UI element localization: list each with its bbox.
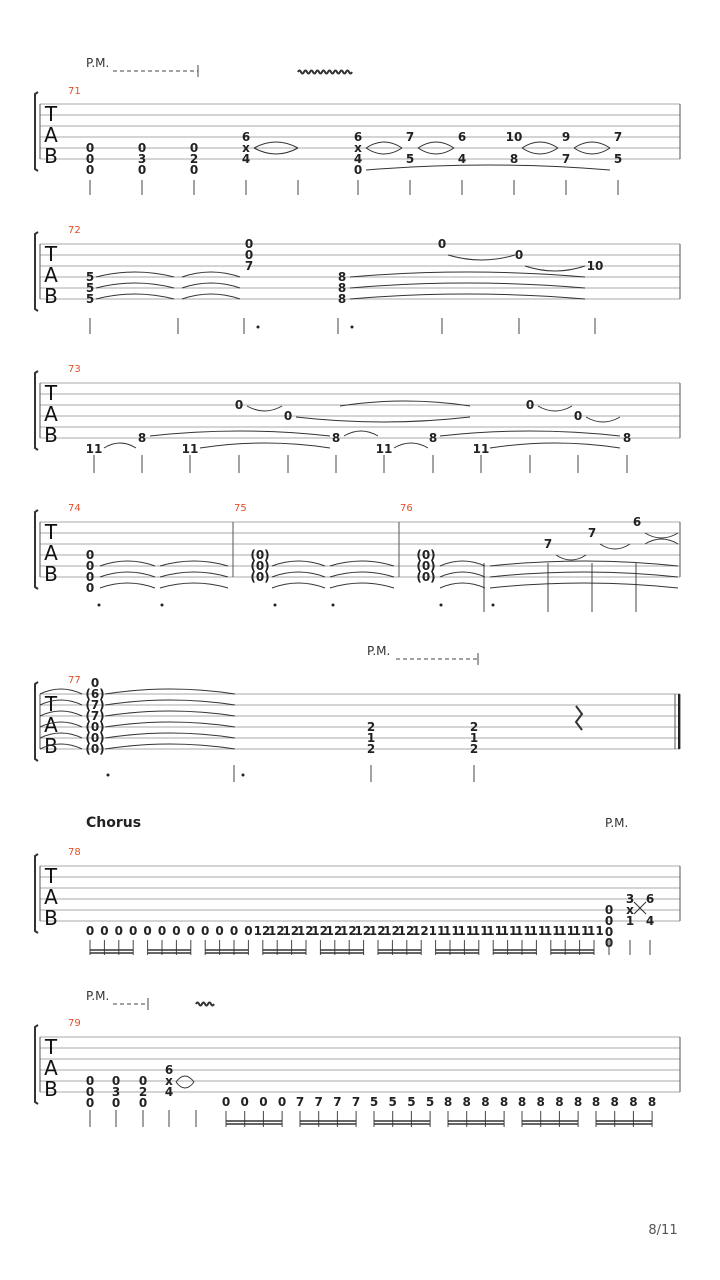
fret-number: 0 xyxy=(604,903,614,917)
fret-number: 11 xyxy=(558,924,575,938)
tab-clef-a: A xyxy=(44,713,58,737)
tie-arc xyxy=(330,583,394,588)
fret-number: 12 xyxy=(253,924,271,938)
fret-number: 8 xyxy=(428,431,438,445)
fret-number: 11 xyxy=(181,442,199,456)
fret-number: 12 xyxy=(354,924,372,938)
tie-arc xyxy=(182,272,240,277)
system-bracket xyxy=(35,510,38,589)
fret-number: 0 xyxy=(283,409,293,423)
tie-arc xyxy=(440,583,485,588)
fret-number: 0 xyxy=(85,163,95,177)
fret-number: 5 xyxy=(369,1095,379,1109)
measure-number: 77 xyxy=(68,675,81,686)
fret-number: 0 xyxy=(100,924,109,938)
fret-number: 4 xyxy=(241,152,251,166)
fret-number: 3 xyxy=(111,1085,121,1099)
fret-number: 10 xyxy=(586,259,604,273)
palm-mute-label: P.M. xyxy=(367,644,391,658)
tie-arc xyxy=(105,711,235,716)
fret-number: 8 xyxy=(462,1095,471,1109)
fret-number: 0 xyxy=(186,924,195,938)
tie-arc xyxy=(160,572,228,577)
fret-number: (7) xyxy=(85,709,105,723)
tie-arc xyxy=(350,294,585,299)
tie-arc xyxy=(490,443,620,448)
fret-number: 8 xyxy=(331,431,341,445)
tie-arc xyxy=(105,700,235,705)
fret-number: 6 xyxy=(645,892,655,906)
tie-arc xyxy=(490,572,678,577)
tab-clef-a: A xyxy=(44,541,58,565)
fret-number: 7 xyxy=(405,130,415,144)
fret-number: 11 xyxy=(486,924,503,938)
fret-number: 0 xyxy=(221,1095,231,1109)
fret-number: 11 xyxy=(500,924,518,938)
tab-clef-a: A xyxy=(44,263,58,287)
measure-number: 74 xyxy=(68,503,81,514)
fret-number: 8 xyxy=(555,1095,564,1109)
fret-number: 2 xyxy=(138,1085,148,1099)
fret-number: 8 xyxy=(337,281,347,295)
tab-clef-b: B xyxy=(44,144,58,168)
fret-number: 7 xyxy=(561,152,571,166)
fret-number: 0 xyxy=(525,398,535,412)
tab-clef-a: A xyxy=(44,1056,58,1080)
tie-arc xyxy=(105,733,235,738)
fret-number: x xyxy=(626,903,634,917)
fret-number: 0 xyxy=(111,1074,121,1088)
tie-arc xyxy=(96,294,174,299)
system-bracket xyxy=(35,371,38,450)
rhythm-dot xyxy=(492,604,495,607)
fret-number: 5 xyxy=(85,270,95,284)
rhythm-dot xyxy=(274,604,277,607)
tab-clef-t: T xyxy=(44,864,58,888)
fret-number: 12 xyxy=(383,924,400,938)
tie-arc xyxy=(160,561,228,566)
fret-number: (7) xyxy=(85,698,105,712)
fret-number: 7 xyxy=(613,130,623,144)
fret-number: 6 xyxy=(164,1063,174,1077)
tie-arc xyxy=(490,561,678,566)
fret-number: 12 xyxy=(325,924,343,938)
tie-arc xyxy=(96,272,174,277)
palm-mute-label: P.M. xyxy=(605,816,629,830)
tie-arc xyxy=(105,689,235,694)
tie-arc xyxy=(522,148,558,154)
system-bracket xyxy=(35,232,38,311)
tie-arc xyxy=(344,431,378,436)
system-bracket xyxy=(35,854,38,933)
quarter-rest xyxy=(576,706,582,730)
fret-number: 8 xyxy=(509,152,519,166)
fret-number: 0 xyxy=(604,925,614,939)
tie-arc xyxy=(440,561,485,566)
tab-clef-t: T xyxy=(44,102,58,126)
system-bracket xyxy=(35,682,38,761)
tie-arc xyxy=(272,572,325,577)
tie-arc xyxy=(104,443,136,448)
fret-number: (0) xyxy=(416,559,436,573)
tie-arc xyxy=(330,572,394,577)
fret-number: 2 xyxy=(469,742,479,756)
fret-number: 5 xyxy=(85,281,95,295)
measure-number: 72 xyxy=(68,225,81,236)
fret-number: 0 xyxy=(85,559,95,573)
rhythm-dot xyxy=(440,604,443,607)
fret-number: 0 xyxy=(85,548,95,562)
fret-number: 4 xyxy=(457,152,467,166)
fret-number: 0 xyxy=(85,141,95,155)
fret-number: 11 xyxy=(543,924,561,938)
measure-number: 71 xyxy=(68,86,81,97)
tie-arc xyxy=(394,443,428,448)
fret-number: 7 xyxy=(295,1095,305,1109)
tie-arc xyxy=(247,406,282,411)
fret-number: 12 xyxy=(268,924,285,938)
fret-number: 1 xyxy=(625,914,635,928)
fret-number: 1 xyxy=(366,731,376,745)
tab-clef-b: B xyxy=(44,1077,58,1101)
tie-arc xyxy=(418,148,454,154)
fret-number: 0 xyxy=(353,163,363,177)
fret-number: 4 xyxy=(353,152,363,166)
fret-number: 11 xyxy=(472,442,490,456)
fret-number: 12 xyxy=(296,924,314,938)
tie-arc xyxy=(150,431,330,436)
fret-number: 0 xyxy=(129,924,138,938)
palm-mute-label: P.M. xyxy=(86,989,110,1003)
fret-number: (6) xyxy=(85,687,105,701)
system-bracket xyxy=(35,92,38,171)
fret-number: 0 xyxy=(85,570,95,584)
tie-arc xyxy=(490,583,678,588)
fret-number: 0 xyxy=(244,237,254,251)
tie-arc xyxy=(418,142,454,148)
fret-number: 12 xyxy=(282,924,300,938)
fret-number: 0 xyxy=(215,924,224,938)
fret-number: 8 xyxy=(443,1095,453,1109)
fret-number: 7 xyxy=(351,1095,361,1109)
fret-number: 2 xyxy=(366,742,376,756)
fret-number: 8 xyxy=(591,1095,601,1109)
tab-clef-b: B xyxy=(44,734,58,758)
tie-arc xyxy=(366,148,402,154)
fret-number: 8 xyxy=(337,292,347,306)
fret-number: 3 xyxy=(625,892,635,906)
fret-number: (0) xyxy=(85,731,105,745)
tab-clef-a: A xyxy=(44,885,58,909)
fret-number: 8 xyxy=(647,1095,657,1109)
tie-arc xyxy=(176,1082,194,1088)
rhythm-dot xyxy=(161,604,164,607)
fret-number: 11 xyxy=(443,924,460,938)
measure-number: 73 xyxy=(68,364,81,375)
fret-number: 2 xyxy=(469,720,479,734)
fret-number: 0 xyxy=(514,248,524,262)
tab-clef-b: B xyxy=(44,423,58,447)
tab-clef-t: T xyxy=(44,242,58,266)
fret-number: 0 xyxy=(137,141,147,155)
rhythm-dot xyxy=(98,604,101,607)
fret-number: 8 xyxy=(137,431,147,445)
fret-number: 0 xyxy=(189,163,199,177)
fret-number: (0) xyxy=(85,742,105,756)
tie-arc xyxy=(440,572,485,577)
fret-number: x xyxy=(165,1074,173,1088)
fret-number: 0 xyxy=(143,924,152,938)
fret-number: 8 xyxy=(499,1095,509,1109)
fret-number: (0) xyxy=(85,720,105,734)
tie-arc xyxy=(182,294,240,299)
tie-arc xyxy=(296,417,470,422)
fret-number: 0 xyxy=(201,924,210,938)
fret-number: 0 xyxy=(138,1096,148,1110)
fret-number: 7 xyxy=(314,1095,323,1109)
fret-number: 6 xyxy=(457,130,467,144)
fret-number: (0) xyxy=(250,570,270,584)
fret-number: 0 xyxy=(240,1095,249,1109)
fret-number: 7 xyxy=(543,537,553,551)
fret-number: 5 xyxy=(85,292,95,306)
rhythm-dot xyxy=(351,326,354,329)
fret-number: 0 xyxy=(604,914,614,928)
tie-arc xyxy=(272,561,325,566)
tie-arc xyxy=(350,283,585,288)
fret-number: 11 xyxy=(85,442,103,456)
fret-number: 0 xyxy=(259,1095,268,1109)
fret-number: 0 xyxy=(277,1095,287,1109)
fret-number: 6 xyxy=(241,130,251,144)
tie-arc xyxy=(574,148,610,154)
vibrato-mark xyxy=(196,1003,214,1006)
fret-number: 11 xyxy=(529,924,547,938)
tab-clef-b: B xyxy=(44,906,58,930)
fret-number: 11 xyxy=(471,924,489,938)
fret-number: x xyxy=(354,141,362,155)
tie-arc xyxy=(645,533,678,538)
fret-number: x xyxy=(242,141,250,155)
fret-number: (0) xyxy=(250,559,270,573)
tie-arc xyxy=(522,142,558,148)
measure-number: 75 xyxy=(234,503,247,514)
fret-number: 0 xyxy=(172,924,181,938)
fret-number: 6 xyxy=(632,515,642,529)
tab-clef-t: T xyxy=(44,692,58,716)
fret-number: 0 xyxy=(90,676,100,690)
fret-number: 2 xyxy=(189,152,199,166)
tab-clef-a: A xyxy=(44,402,58,426)
measure-number: 78 xyxy=(68,847,81,858)
fret-number: 0 xyxy=(85,1085,95,1099)
fret-number: 8 xyxy=(517,1095,527,1109)
tab-clef-b: B xyxy=(44,562,58,586)
fret-number: 0 xyxy=(437,237,447,251)
fret-number: 5 xyxy=(405,152,415,166)
fret-number: 0 xyxy=(85,1096,95,1110)
tie-arc xyxy=(330,561,394,566)
fret-number: 0 xyxy=(604,936,614,950)
fret-number: 0 xyxy=(229,924,239,938)
fret-number: 5 xyxy=(613,152,623,166)
tie-arc xyxy=(254,142,298,148)
fret-number: 0 xyxy=(189,141,199,155)
measure-number: 79 xyxy=(68,1018,81,1029)
tie-arc xyxy=(440,431,620,436)
tie-arc xyxy=(105,722,235,727)
tie-arc xyxy=(200,443,330,448)
tie-arc xyxy=(574,142,610,148)
fret-number: 0 xyxy=(137,163,147,177)
fret-number: 0 xyxy=(573,409,583,423)
tie-arc xyxy=(272,583,325,588)
fret-number: 11 xyxy=(428,924,446,938)
fret-number: 2 xyxy=(366,720,376,734)
tab-clef-t: T xyxy=(44,381,58,405)
fret-number: 12 xyxy=(368,924,386,938)
fret-number: 0 xyxy=(138,1074,148,1088)
fret-number: 0 xyxy=(244,924,253,938)
fret-number: 5 xyxy=(388,1095,397,1109)
fret-number: 8 xyxy=(610,1095,619,1109)
vibrato-mark xyxy=(298,71,352,74)
page-number: 8/11 xyxy=(648,1223,678,1238)
tie-arc xyxy=(538,406,572,411)
fret-number: 11 xyxy=(457,924,475,938)
fret-number: 11 xyxy=(587,924,604,938)
fret-number: 11 xyxy=(375,442,393,456)
section-label-chorus: Chorus xyxy=(86,815,142,831)
fret-number: 8 xyxy=(573,1095,583,1109)
fret-number: (0) xyxy=(416,570,436,584)
tie-arc xyxy=(100,583,155,588)
fret-number: (0) xyxy=(250,548,270,562)
palm-mute-label: P.M. xyxy=(86,56,110,70)
fret-number: 12 xyxy=(412,924,429,938)
fret-number: 9 xyxy=(561,130,571,144)
fret-number: 7 xyxy=(333,1095,342,1109)
tie-arc xyxy=(448,255,515,260)
tab-clef-a: A xyxy=(44,123,58,147)
fret-number: 8 xyxy=(536,1095,545,1109)
fret-number: 7 xyxy=(587,526,597,540)
fret-number: 4 xyxy=(164,1085,174,1099)
fret-number: 0 xyxy=(85,1074,95,1088)
tie-arc xyxy=(586,417,620,422)
tie-arc xyxy=(96,283,174,288)
tab-clef-t: T xyxy=(44,520,58,544)
fret-number: 5 xyxy=(407,1095,416,1109)
tie-arc xyxy=(160,583,228,588)
tie-arc xyxy=(366,165,610,170)
tie-arc xyxy=(525,266,585,271)
fret-number: 0 xyxy=(114,924,123,938)
fret-number: 0 xyxy=(244,248,254,262)
fret-number: 0 xyxy=(85,152,95,166)
rhythm-dot xyxy=(107,774,110,777)
fret-number: 0 xyxy=(234,398,244,412)
tab-clef-t: T xyxy=(44,1035,58,1059)
fret-number: 12 xyxy=(311,924,328,938)
fret-number: 8 xyxy=(481,1095,490,1109)
tie-arc xyxy=(556,555,586,560)
tie-arc xyxy=(254,148,298,154)
fret-number: 7 xyxy=(244,259,254,273)
tab-clef-b: B xyxy=(44,284,58,308)
tie-arc xyxy=(105,744,235,749)
fret-number: 12 xyxy=(397,924,415,938)
fret-number: 4 xyxy=(645,914,655,928)
tie-arc xyxy=(645,539,678,544)
rhythm-dot xyxy=(257,326,260,329)
fret-number: 0 xyxy=(85,581,95,595)
fret-number: 5 xyxy=(425,1095,435,1109)
rhythm-dot xyxy=(332,604,335,607)
tie-arc xyxy=(100,572,155,577)
fret-number: 6 xyxy=(353,130,363,144)
fret-number: 3 xyxy=(137,152,147,166)
tie-arc xyxy=(100,561,155,566)
fret-number: 8 xyxy=(629,1095,638,1109)
fret-number: 11 xyxy=(572,924,590,938)
fret-number: 10 xyxy=(505,130,523,144)
tie-arc xyxy=(182,283,240,288)
fret-number: 0 xyxy=(85,924,95,938)
tie-arc xyxy=(600,544,630,549)
tie-arc xyxy=(366,142,402,148)
rhythm-dot xyxy=(242,774,245,777)
fret-number: 8 xyxy=(622,431,632,445)
fret-number: 0 xyxy=(111,1096,121,1110)
fret-number: 1 xyxy=(469,731,479,745)
fret-number: 11 xyxy=(515,924,532,938)
tie-arc xyxy=(350,272,585,277)
fret-number: 0 xyxy=(157,924,167,938)
system-bracket xyxy=(35,1025,38,1104)
fret-number: 8 xyxy=(337,270,347,284)
fret-number: 12 xyxy=(340,924,357,938)
measure-number: 76 xyxy=(400,503,413,514)
fret-number: (0) xyxy=(416,548,436,562)
